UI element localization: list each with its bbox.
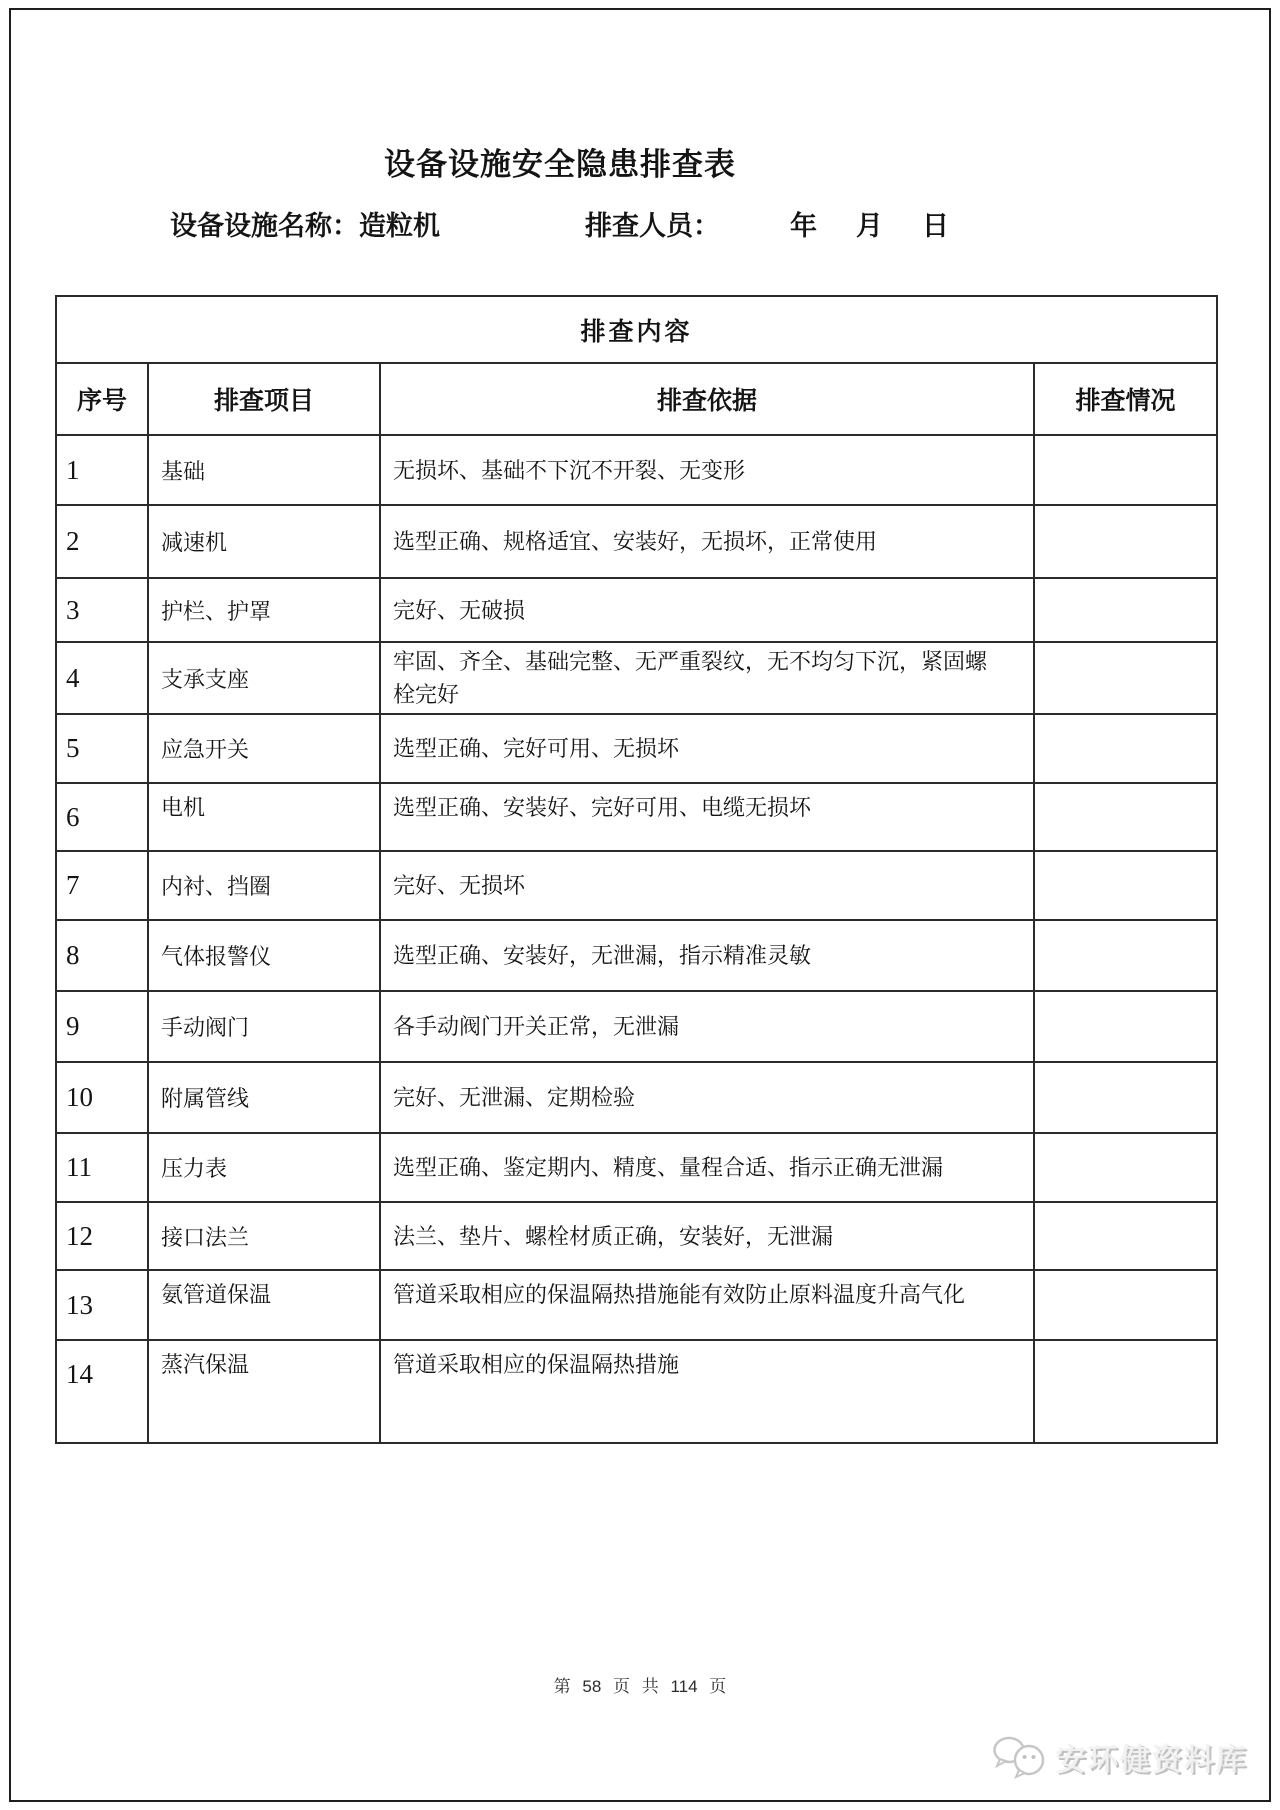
inspection-basis-cell: 完好、无损坏	[380, 851, 1034, 920]
device-name-label: 设备设施名称：造粒机	[170, 211, 440, 241]
table-row	[56, 1133, 1217, 1202]
inspection-basis-cell: 选型正确、鉴定期内、精度、量程合适、指示正确无泄漏	[380, 1133, 1034, 1202]
inspection-table	[55, 295, 1218, 1444]
table-row	[56, 505, 1217, 578]
inspection-item-cell: 气体报警仪	[148, 920, 380, 991]
row-number-cell: 13	[56, 1270, 148, 1340]
inspection-basis-cell: 完好、无破损	[380, 578, 1034, 642]
row-number-cell: 14	[56, 1340, 148, 1443]
page-number: 第 58 页 共 114 页	[553, 1677, 727, 1696]
table-row	[56, 851, 1217, 920]
inspection-status-cell	[1034, 435, 1217, 505]
inspection-item-cell: 电机	[148, 783, 380, 851]
inspection-item-cell: 应急开关	[148, 714, 380, 783]
inspection-item-cell: 附属管线	[148, 1062, 380, 1133]
inspection-item-cell: 基础	[148, 435, 380, 505]
row-number-cell: 8	[56, 920, 148, 991]
watermark	[992, 1734, 1248, 1780]
inspection-basis-cell: 牢固、齐全、基础完整、无严重裂纹，无不均匀下沉，紧固螺栓完好	[380, 642, 1034, 714]
table-row	[56, 1340, 1217, 1443]
inspection-status-cell	[1034, 1270, 1217, 1340]
inspection-status-cell	[1034, 920, 1217, 991]
row-number-cell: 12	[56, 1202, 148, 1270]
table-body	[56, 435, 1217, 1443]
subtitle-row	[170, 204, 1170, 244]
inspection-status-cell	[1034, 991, 1217, 1062]
inspection-status-cell	[1034, 1202, 1217, 1270]
inspection-item-cell: 护栏、护罩	[148, 578, 380, 642]
table-row	[56, 435, 1217, 505]
inspection-item-cell: 支承支座	[148, 642, 380, 714]
inspection-basis-cell: 法兰、垫片、螺栓材质正确，安装好，无泄漏	[380, 1202, 1034, 1270]
section-header-row	[56, 296, 1217, 363]
inspection-basis-cell: 选型正确、安装好、完好可用、电缆无损坏	[380, 783, 1034, 851]
inspection-status-cell	[1034, 505, 1217, 578]
inspection-item-cell: 接口法兰	[148, 1202, 380, 1270]
table-row	[56, 578, 1217, 642]
row-number-cell: 9	[56, 991, 148, 1062]
inspection-status-cell	[1034, 714, 1217, 783]
inspection-basis-cell: 完好、无泄漏、定期检验	[380, 1062, 1034, 1133]
row-number-cell: 1	[56, 435, 148, 505]
inspection-basis-cell: 选型正确、安装好，无泄漏，指示精准灵敏	[380, 920, 1034, 991]
inspection-status-cell	[1034, 851, 1217, 920]
column-header-no: 序号	[56, 363, 148, 435]
inspection-basis-cell: 选型正确、完好可用、无损坏	[380, 714, 1034, 783]
inspection-item-cell: 氨管道保温	[148, 1270, 380, 1340]
table-row	[56, 991, 1217, 1062]
column-header-item: 排查项目	[148, 363, 380, 435]
column-header-status: 排查情况	[1034, 363, 1217, 435]
table-row	[56, 714, 1217, 783]
inspector-label: 排查人员：	[585, 211, 720, 241]
inspection-item-cell: 内衬、挡圈	[148, 851, 380, 920]
row-number-cell: 3	[56, 578, 148, 642]
inspection-item-cell: 压力表	[148, 1133, 380, 1202]
inspection-status-cell	[1034, 642, 1217, 714]
inspection-basis-cell: 管道采取相应的保温隔热措施	[380, 1340, 1034, 1443]
inspection-basis-cell: 无损坏、基础不下沉不开裂、无变形	[380, 435, 1034, 505]
row-number-cell: 7	[56, 851, 148, 920]
row-number-cell: 2	[56, 505, 148, 578]
inspection-item-cell: 蒸汽保温	[148, 1340, 380, 1443]
row-number-cell: 5	[56, 714, 148, 783]
column-header-row	[56, 363, 1217, 435]
inspection-status-cell	[1034, 1062, 1217, 1133]
table-row	[56, 783, 1217, 851]
inspection-status-cell	[1034, 1340, 1217, 1443]
inspection-item-cell: 手动阀门	[148, 991, 380, 1062]
inspection-basis-cell: 各手动阀门开关正常，无泄漏	[380, 991, 1034, 1062]
wechat-icon	[992, 1734, 1048, 1780]
inspection-basis-cell: 选型正确、规格适宜、安装好，无损坏，正常使用	[380, 505, 1034, 578]
date-label: 年 月 日	[790, 211, 955, 241]
inspection-status-cell	[1034, 1133, 1217, 1202]
inspection-item-cell: 减速机	[148, 505, 380, 578]
table-row	[56, 642, 1217, 714]
row-number-cell: 6	[56, 783, 148, 851]
inspection-status-cell	[1034, 783, 1217, 851]
row-number-cell: 10	[56, 1062, 148, 1133]
watermark-text: 安环健资料库	[1056, 1744, 1248, 1777]
table-row	[56, 1202, 1217, 1270]
column-header-basis: 排查依据	[380, 363, 1034, 435]
table-row	[56, 920, 1217, 991]
row-number-cell: 11	[56, 1133, 148, 1202]
inspection-basis-cell: 管道采取相应的保温隔热措施能有效防止原料温度升高气化	[380, 1270, 1034, 1340]
table-row	[56, 1270, 1217, 1340]
row-number-cell: 4	[56, 642, 148, 714]
page-title: 设备设施安全隐患排查表	[384, 147, 736, 182]
inspection-status-cell	[1034, 578, 1217, 642]
table-row	[56, 1062, 1217, 1133]
section-header: 排查内容	[56, 296, 1217, 363]
